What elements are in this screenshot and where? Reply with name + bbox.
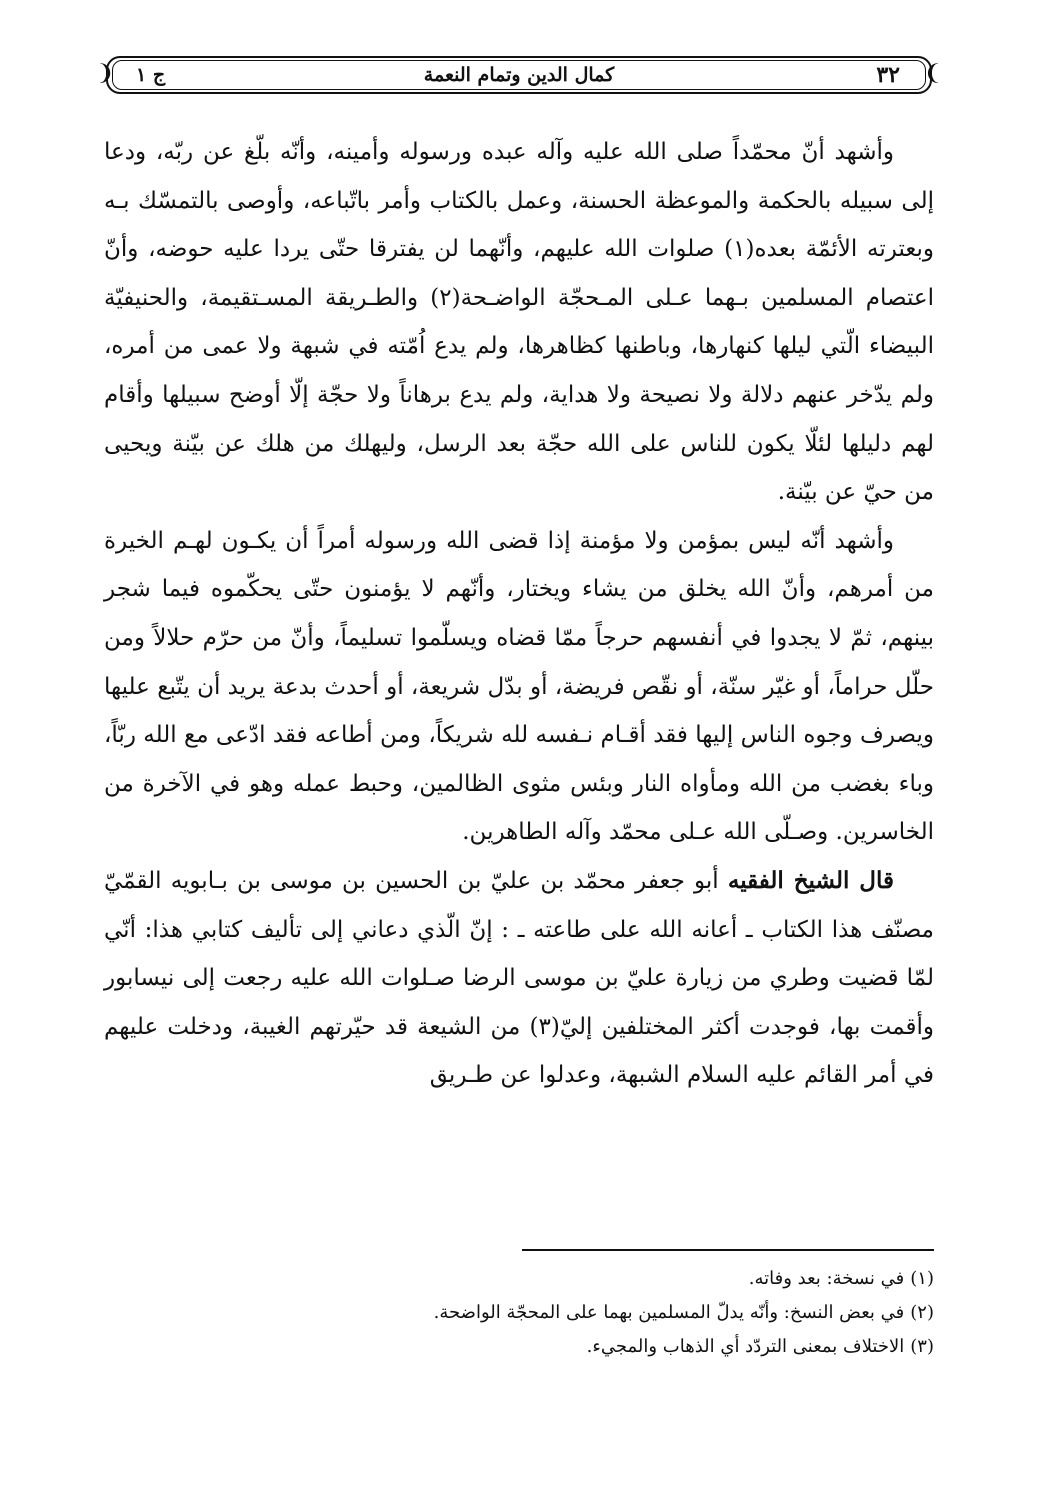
footnote-text: في نسخة: بعد وفاته. — [748, 1268, 905, 1289]
footnote-number: (٣) — [910, 1336, 934, 1357]
paragraph — [104, 857, 934, 1100]
paragraph-lead: قال الشيخ الفقيه — [727, 866, 894, 894]
footnote-text: في بعض النسخ: وأنّه يدلّ المسلمين بهما على المحجّة الواضحة. — [433, 1302, 905, 1323]
main-text — [104, 128, 934, 1100]
ornament-left-icon: ❩ — [96, 61, 115, 86]
page-header — [96, 52, 942, 98]
ornament-right-icon: ❨ — [923, 61, 942, 86]
volume-label: ج ١ — [136, 64, 166, 86]
footnotes — [104, 1262, 934, 1364]
footnote-number: (٢) — [910, 1302, 934, 1323]
book-title: كمال الدين وتمام النعمة — [423, 64, 615, 86]
footnote-number: (١) — [910, 1268, 934, 1289]
footnote-text: الاختلاف بمعنى التردّد أي الذهاب والمجيء. — [586, 1336, 905, 1357]
paragraph-text: أبو جعفر محمّد بن عليّ بن الحسين بن موسى بن بـابويه القمّيّ مصنّف هذا الكتاب ـ أعانه الله على طاعته ـ : إنّ الّذي دعاني إلى تأليف كتابي هذا: أنّي لمّا قضيت وطري من زيارة عليّ بن موسى الرضا صـلوات الله عليه رجعت إلى نيسابور وأقمت بها، فوجدت أكثر المختلفين إليّ(٣) من الشيعة قد حيّرتهم الغيبة، ودخلت عليهم في أمر القائم عليه السلام الشبهة، وعدلوا عن طـريق — [104, 867, 934, 1089]
footnote — [104, 1262, 934, 1296]
paragraph: وأشهد أنّه ليس بمؤمن ولا مؤمنة إذا قضى الله ورسوله أمراً أن يكـون لهـم الخيرة من أمرهم، وأنّ الله يخلق من يشاء ويختار، وأنّهم لا يؤمنون حتّى يحكّموه فيما شجر بينهم، ثمّ لا يجدوا في أنفسهم حرجاً ممّا قضاه ويسلّموا تسليماً، وأنّ من حرّم حلالاً ومن حلّل حراماً، أو غيّر سنّة، أو نقّص فريضة، أو بدّل شريعة، أو أحدث بدعة يريد أن يتّبع عليها ويصرف وجوه الناس إليها فقد أقـام نـفسه لله شريكاً، ومن أطاعه فقد ادّعى مع الله ربّاً، وباء بغضب من الله ومأواه النار وبئس مثوى الظالمين، وحبط عمله وهو في الآخرة من الخاسرين. وصـلّى الله عـلى محمّد وآله الطاهرين. — [104, 527, 934, 846]
footnote — [104, 1330, 934, 1364]
footnote — [104, 1296, 934, 1330]
page-number: ٣٢ — [876, 62, 900, 88]
paragraph: وأشهد أنّ محمّداً صلى الله عليه وآله عبده ورسوله وأمينه، وأنّه بلّغ عن ربّه، ودعا إلى سبيله بالحكمة والموعظة الحسنة، وعمل بالكتاب وأمر باتّباعه، وأوصى بالتمسّك بـه وبعترته الأئمّة بعده(١) صلوات الله عليهم، وأنّهما لن يفترقا حتّى يردا عليه حوضه، وأنّ اعتصام المسلمين بـهما عـلى المـحجّة الواضـحة(٢) والطـريقة المسـتقيمة، والحنيفيّة البيضاء الّتي ليلها كنهارها، وباطنها كظاهرها، ولم يدع اُمّته في شبهة ولا عمى من أمره، ولم يدّخر عنهم دلالة ولا نصيحة ولا هداية، ولم يدع برهاناً ولا حجّة إلّا أوضح سبيلها وأقام لهم دليلها لئلّا يكون للناس على الله حجّة بعد الرسل، وليهلك من هلك عن بيّنة ويحيى من حيّ عن بيّنة. — [104, 139, 935, 506]
footnote-divider — [522, 1249, 934, 1251]
